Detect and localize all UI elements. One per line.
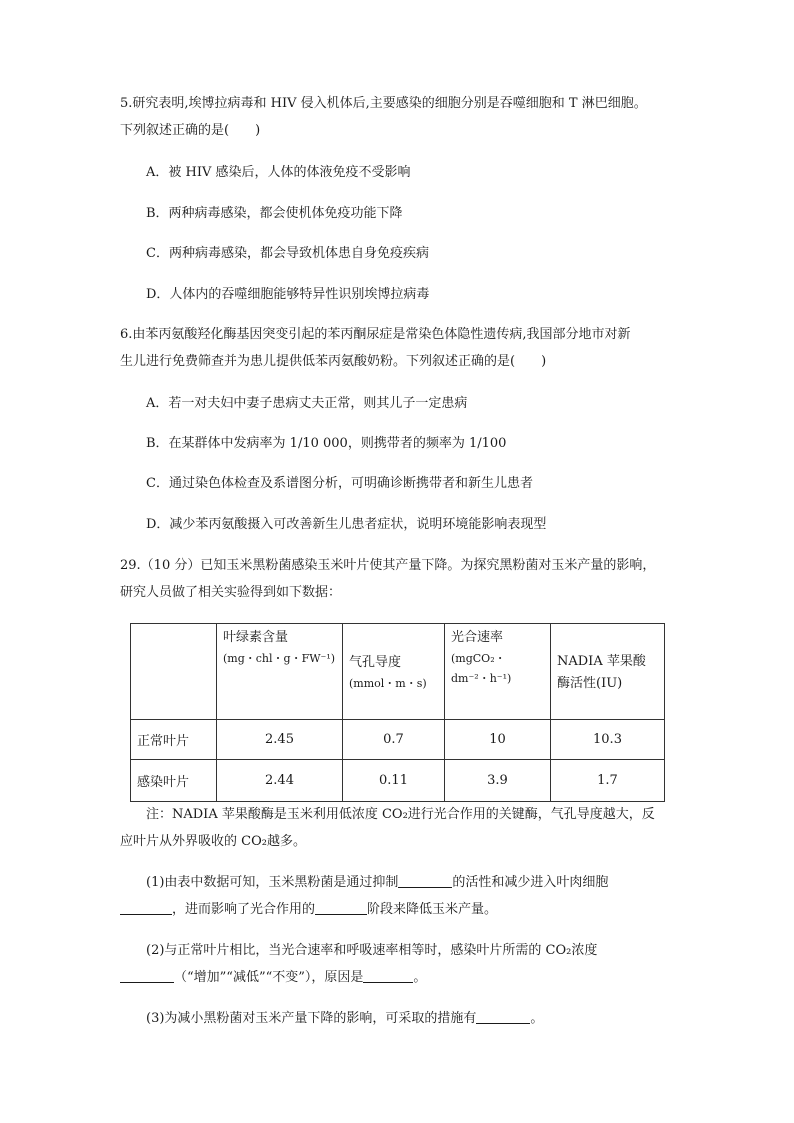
table-note-line2: 应叶片从外界吸收的 CO₂越多。 xyxy=(120,834,306,849)
table-cell: 10.3 xyxy=(551,720,665,760)
table-header-row xyxy=(131,624,665,720)
table-header-photosynthesis: 光合速率 (mgCO₂・dm⁻²・h⁻¹) xyxy=(445,624,551,720)
answer-blank[interactable] xyxy=(476,1009,530,1024)
table-header-enzyme: NADIA 苹果酸酶活性(IU) xyxy=(551,624,665,720)
data-table xyxy=(130,623,665,802)
answer-blank[interactable] xyxy=(120,968,174,983)
q5-option-c: C．两种病毒感染，都会导致机体患自身免疫疾病 xyxy=(146,246,429,261)
table-header-chlorophyll: 叶绿素含量 (mg・chl・g・FW⁻¹) xyxy=(217,624,343,720)
answer-blank[interactable] xyxy=(120,900,172,915)
table-cell: 0.11 xyxy=(343,760,445,802)
table-row xyxy=(131,720,665,760)
q6-stem-line1: 6.由苯丙氨酸羟化酶基因突变引起的苯丙酮尿症是常染色体隐性遗传病,我国部分地市对新 xyxy=(120,327,631,342)
answer-blank[interactable] xyxy=(398,873,452,888)
answer-blank[interactable] xyxy=(315,900,367,915)
table-cell: 2.45 xyxy=(217,720,343,760)
table-cell: 1.7 xyxy=(551,760,665,802)
table-header-blank xyxy=(131,624,217,720)
answer-blank[interactable] xyxy=(363,968,413,983)
q6-option-b: B．在某群体中发病率为 1/10 000，则携带者的频率为 1/100 xyxy=(146,436,507,451)
q29-stem-line1: 29.（10 分）已知玉米黑粉菌感染玉米叶片使其产量下降。为探究黑粉菌对玉米产量的影响， xyxy=(120,558,656,573)
sub-question-2-line1: (2)与正常叶片相比，当光合速率和呼吸速率相等时，感染叶片所需的 CO₂浓度 xyxy=(146,943,598,958)
sub-question-1-line2: ，进而影响了光合作用的 阶段来降低玉米产量。 xyxy=(120,900,497,920)
q5-stem-line2: 下列叙述正确的是( ) xyxy=(120,123,261,138)
q6-option-a: A．若一对夫妇中妻子患病丈夫正常，则其儿子一定患病 xyxy=(146,396,468,411)
q5-stem-line1: 5.研究表明,埃博拉病毒和 HIV 侵入机体后,主要感染的细胞分别是吞噬细胞和 T 淋巴细胞。 xyxy=(120,96,647,111)
row-label: 正常叶片 xyxy=(131,720,217,760)
q5-option-d: D．人体内的吞噬细胞能够特异性识别埃博拉病毒 xyxy=(146,287,430,302)
table-cell: 0.7 xyxy=(343,720,445,760)
table-header-stomatal: 气孔导度 (mmol・m・s) xyxy=(343,624,445,720)
table-cell: 10 xyxy=(445,720,551,760)
row-label: 感染叶片 xyxy=(131,760,217,802)
q29-stem-line2: 研究人员做了相关实验得到如下数据： xyxy=(120,585,342,600)
sub-question-3: (3)为减小黑粉菌对玉米产量下降的影响，可采取的措施有 。 xyxy=(146,1011,544,1026)
q6-option-c: C．通过染色体检查及系谱图分析，可明确诊断携带者和新生儿患者 xyxy=(146,476,533,491)
table-row xyxy=(131,760,665,802)
q5-option-b: B．两种病毒感染，都会使机体免疫功能下降 xyxy=(146,206,403,221)
table-note-line1: 注：NADIA 苹果酸酶是玉米利用低浓度 CO₂进行光合作用的关键酶，气孔导度越大，反 xyxy=(146,807,655,822)
table-cell: 3.9 xyxy=(445,760,551,802)
q6-option-d: D．减少苯丙氨酸摄入可改善新生儿患者症状，说明环境能影响表现型 xyxy=(146,517,547,532)
q5-option-a: A．被 HIV 感染后，人体的体液免疫不受影响 xyxy=(146,165,411,180)
sub-question-2-line2: （“增加”“减低”“不变”），原因是 。 xyxy=(120,968,426,988)
q6-stem-line2: 生儿进行免费筛查并为患儿提供低苯丙氨酸奶粉。下列叙述正确的是( ) xyxy=(120,354,547,369)
table-cell: 2.44 xyxy=(217,760,343,802)
sub-question-1-line1: (1)由表中数据可知，玉米黑粉菌是通过抑制 的活性和减少进入叶肉细胞 xyxy=(146,875,609,890)
